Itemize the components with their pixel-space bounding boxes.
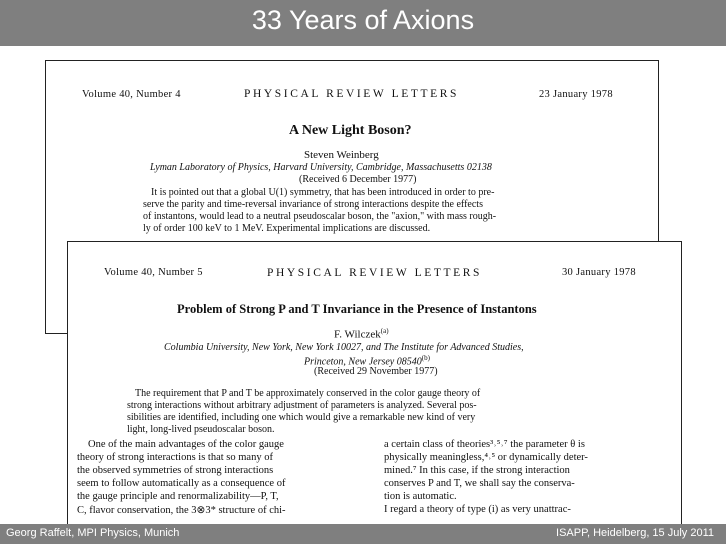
body-right-line: conserves P and T, we shall say the conserva- — [384, 478, 575, 489]
body-right-line: physically meaningless,⁴˒⁵ or dynamically deter- — [384, 452, 588, 463]
affiliation-text: Princeton, New Jersey 08540 — [304, 356, 422, 368]
paper1-affiliation: Lyman Laboratory of Physics, Harvard University, Cambridge, Massachusetts 02138 — [150, 162, 492, 173]
paper1-journal: PHYSICAL REVIEW LETTERS — [244, 88, 460, 100]
paper1-abstract-line: serve the parity and time-reversal invariance of strong interactions despite the effects — [143, 199, 483, 210]
affiliation-superscript: (b) — [421, 354, 430, 362]
slide-title: 33 Years of Axions — [251, 5, 475, 35]
footer-author: Georg Raffelt, MPI Physics, Munich — [6, 527, 180, 539]
footer-bar — [0, 524, 726, 544]
paper2-volume: Volume 40, Number 5 — [104, 267, 203, 278]
paper2-affiliation: Columbia University, New York, New York 10027, and The Institute for Advanced Studies, — [164, 342, 524, 353]
paper2-title: Problem of Strong P and T Invariance in the Presence of Instantons — [177, 302, 537, 316]
paper1-abstract-line: of instantons, would lead to a neutral pseudoscalar boson, the "axion," with mass rough- — [143, 211, 497, 222]
paper2-abstract-line: strong interactions without arbitrary adjustment of parameters is analyzed. Several pos- — [127, 400, 477, 411]
body-left-line: theory of strong interactions is that so many of — [77, 452, 273, 463]
body-right-line: tion is automatic. — [384, 491, 457, 502]
body-left-line: the observed symmetries of strong interactions — [77, 465, 274, 476]
paper2-abstract-line: The requirement that P and T be approximately conserved in the color gauge theory of — [135, 388, 481, 399]
body-right-line: a certain class of theories³˒⁵˒⁷ the parameter θ is — [384, 439, 585, 450]
body-left-line: seem to follow automatically as a consequence of — [77, 478, 286, 489]
paper2-journal: PHYSICAL REVIEW LETTERS — [267, 267, 483, 279]
footer-event: ISAPP, Heidelberg, 15 July 2011 — [556, 527, 714, 539]
body-left-line: the gauge principle and renormalizability—P, T, — [77, 491, 279, 502]
author-superscript: (a) — [380, 327, 389, 335]
body-left-line: One of the main advantages of the color gauge — [88, 439, 284, 450]
title-bar — [0, 0, 726, 46]
paper1-date: 23 January 1978 — [539, 89, 613, 100]
body-left-line: C, flavor conservation, the 3⊗3* structure of chi- — [77, 505, 286, 516]
paper1-abstract-line: It is pointed out that a global U(1) symmetry, that has been introduced in order to pre- — [151, 187, 495, 198]
paper2-abstract-line: light, long-lived pseudoscalar boson. — [127, 424, 275, 435]
paper1-author: Steven Weinberg — [304, 149, 379, 161]
paper2-received: (Received 29 November 1977) — [314, 366, 438, 377]
paper1-title: A New Light Boson? — [289, 123, 412, 138]
paper2-abstract-line: sibilities are identified, including one which would give a remarkable new kind of very — [127, 412, 476, 423]
author-name: F. Wilczek — [334, 328, 381, 341]
body-right-line: I regard a theory of type (i) as very unattrac- — [384, 504, 571, 515]
paper1-volume: Volume 40, Number 4 — [82, 89, 181, 100]
paper1-abstract-line: ly of order 100 keV to 1 MeV. Experimental implications are discussed. — [143, 223, 431, 234]
paper2-author — [334, 327, 389, 341]
wilczek-paper — [67, 241, 682, 525]
paper1-received: (Received 6 December 1977) — [299, 174, 417, 185]
body-right-line: mined.⁷ In this case, if the strong interaction — [384, 465, 570, 476]
paper2-date: 30 January 1978 — [562, 267, 636, 278]
